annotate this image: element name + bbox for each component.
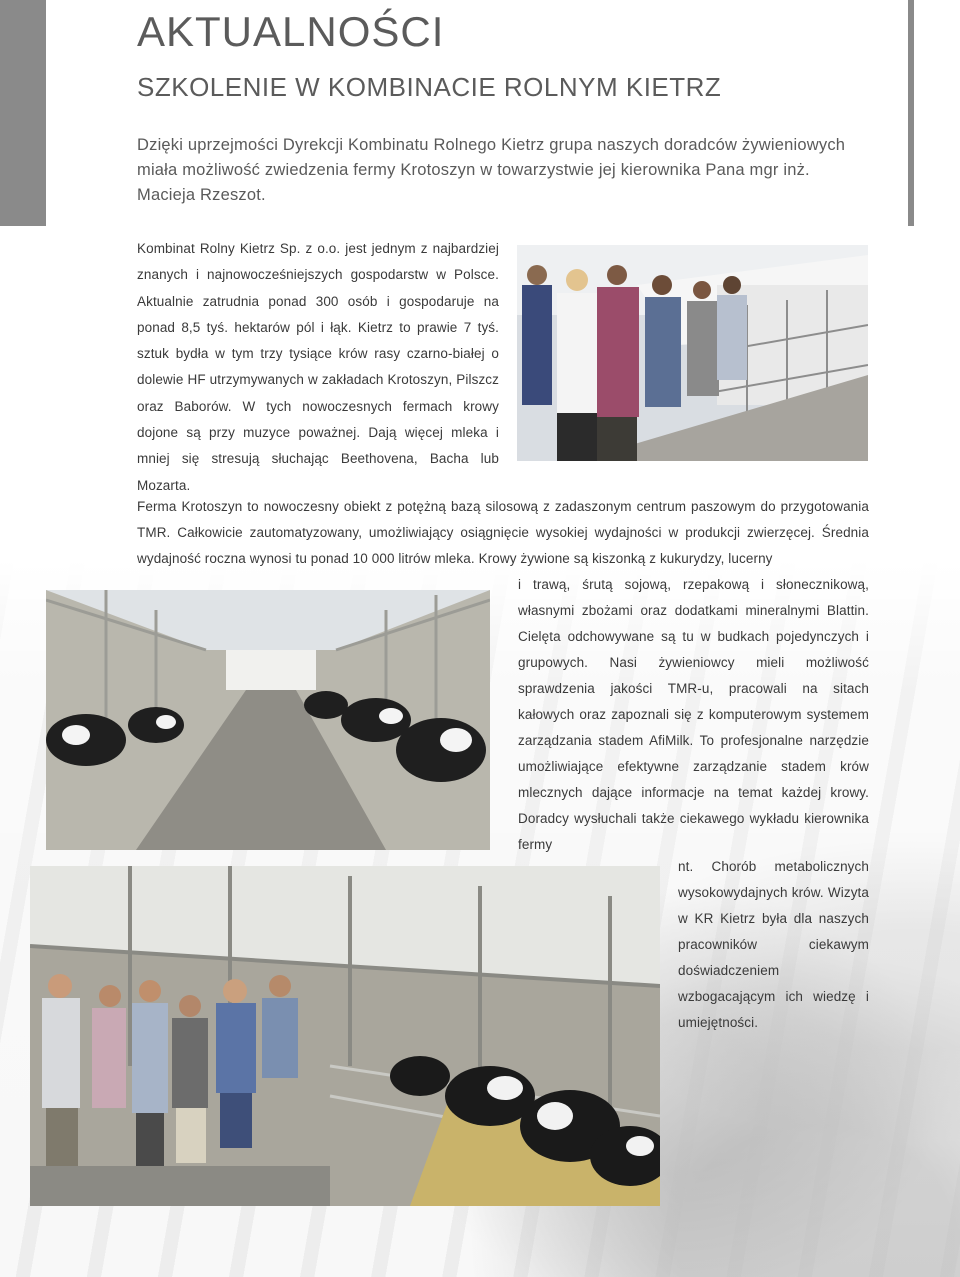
paragraph-about-kombinat: Kombinat Rolny Kietrz Sp. z o.o. jest jednym z najbardziej znanych i najnowocześniejszych gospodarstw w Polsce. Aktualnie zatrudnia ponad 300 osób i gospodaruje na ponad 8,5 tyś. hektarów pól i łąk. Kietrz to prawie 7 tyś. sztuk bydła w tym trzy tysiące krów rasy czarno-białej o dolewie HF utrzymywanych w zakładach Krotoszyn, Pilszcz oraz Baborów. W tych nowoczesnych fermach krowy dojone są przy muzyce poważnej. Dają więcej mleka i mniej się stresują słuchając Beethovena, Bacha lub Mozarta. — [137, 241, 499, 493]
paragraph-about-visit: nt. Chorób metabolicznych wysokowydajnych krów. Wizyta w KR Kietrz była dla naszych pracowników ciekawym doświadczeniem wzbogacającym ich wiedzę i umiejętności. — [678, 859, 869, 1030]
section-title: AKTUALNOŚCI — [137, 8, 445, 55]
paragraph-about-ferma: Ferma Krotoszyn to nowoczesny obiekt z potężną bazą silosową z zadaszonym centrum paszowym do przygotowania TMR. Całkowicie zautomatyzowany, umożliwiający osiągnięcie wysokiej wydajności w produkcji zwierzęcej. Średnia wydajność roczna wynosi tu ponad 10 000 litrów mleka. Krowy żywione są kiszonką z kukurydzy, lucerny — [137, 499, 869, 566]
group-in-barn-photo — [30, 866, 660, 1206]
article-title: SZKOLENIE W KOMBINACIE ROLNYM KIETRZ — [137, 72, 722, 102]
paragraph-about-feeding: i trawą, śrutą sojową, rzepakową i słonecznikową, własnymi zbożami oraz dodatkami mineralnymi Blattin. Cielęta odchowywane są tu w budkach pojedynczych i grupowych. Nasi żywieniowcy mieli możliwość sprawdzenia jakości TMR-u, pracowali na sitach kałowych oraz zapoznali się z komputerowym systemem zarządzania stadem AfiMilk. To profesjonalne narzędzie umożliwiające efektywne zarządzanie stadem krów mlecznych dające informacje na temat każdej krowy. Doradcy wysłuchali także ciekawego wykładu kierownika fermy — [518, 577, 869, 852]
article-intro: Dzięki uprzejmości Dyrekcji Kombinatu Rolnego Kietrz grupa naszych doradców żywieniowych miała możliwość zwiedzenia fermy Krotoszyn w towarzystwie jej kierownika Pana mgr inż. Macieja Rzeszot. — [137, 136, 846, 204]
barn-interior-photo — [46, 590, 490, 850]
left-accent-bar — [0, 0, 46, 226]
right-accent-bar — [908, 0, 914, 226]
visitors-feed-table-photo — [517, 245, 868, 461]
